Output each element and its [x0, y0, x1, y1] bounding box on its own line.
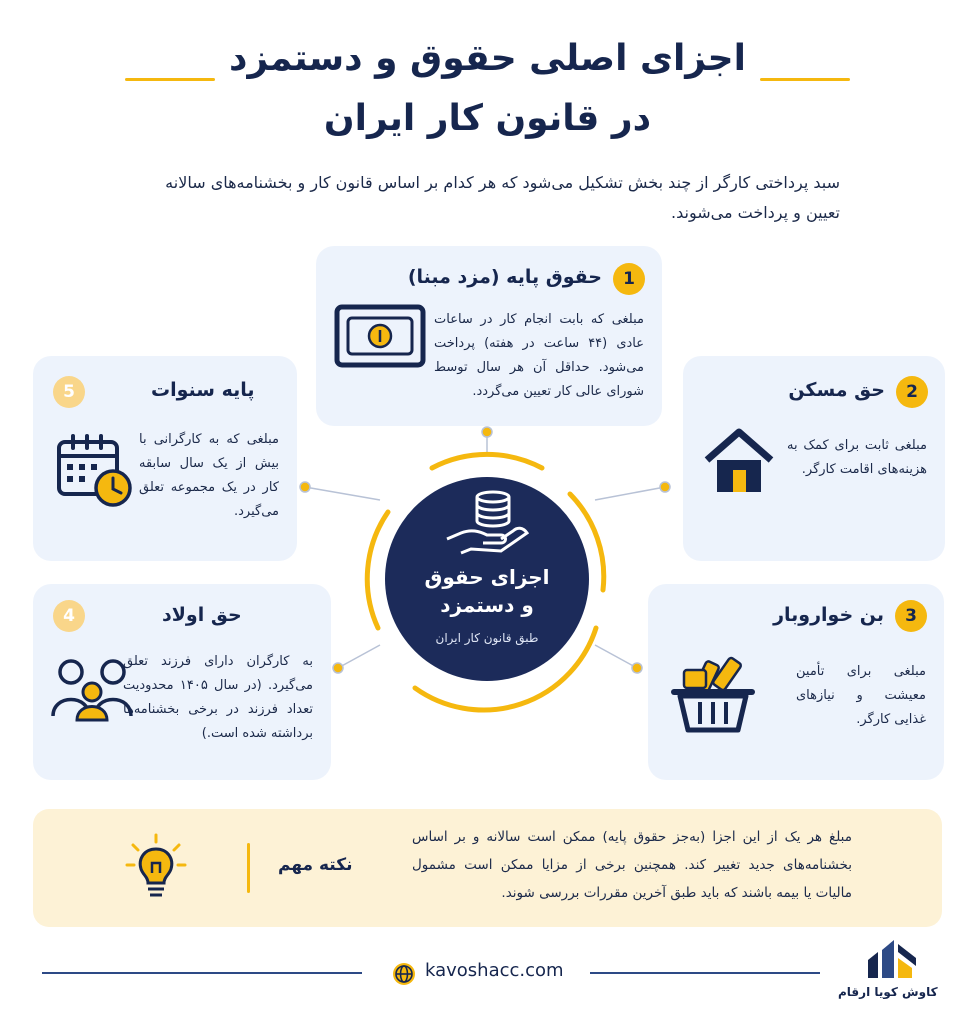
coins-hand-icon	[443, 489, 531, 561]
grocery-basket-icon	[670, 654, 756, 736]
card-base-salary	[316, 246, 662, 426]
footer-rule-left	[42, 972, 362, 974]
card-number-1: 1	[613, 263, 645, 295]
card-title-child-allowance: حق اولاد	[162, 604, 242, 626]
banknote-icon	[334, 304, 430, 372]
lightbulb-icon	[125, 833, 187, 903]
card-seniority	[33, 356, 297, 561]
card-number-3: 3	[895, 600, 927, 632]
note-divider	[247, 843, 250, 893]
center-subtitle: طبق قانون کار ایران	[435, 631, 539, 645]
family-icon	[49, 656, 135, 722]
card-housing	[683, 356, 945, 561]
brand-logo-icon	[866, 938, 918, 982]
center-hub	[385, 477, 589, 681]
page-title-line2: در قانون کار ایران	[323, 98, 652, 139]
website-link[interactable]: kavoshacc.com	[425, 960, 564, 981]
card-child-allowance	[33, 584, 331, 780]
house-icon	[703, 426, 775, 498]
card-number-4: 4	[53, 600, 85, 632]
card-title-groceries: بن خواروبار	[773, 604, 884, 626]
card-title-base-salary: حقوق پایه (مزد مبنا)	[407, 266, 602, 288]
card-number-2: 2	[896, 376, 928, 408]
card-text-base-salary: مبلغی که بابت انجام کار در ساعات عادی (۴۴ ساعت در هفته) پرداخت می‌شود. حداقل آن هر سال توسط شورای عالی کار تعیین می‌گردد.	[434, 312, 644, 399]
note-label: نکته مهم	[278, 855, 353, 875]
center-title-line1: اجزای حقوق	[424, 565, 550, 589]
card-groceries	[648, 584, 944, 780]
card-text-seniority: مبلغی که به کارگرانی با بیش از یک سال سابقه کار در یک مجموعه تعلق می‌گیرد.	[139, 432, 279, 519]
card-number-5: 5	[53, 376, 85, 408]
center-title-line2: و دستمزد	[440, 593, 534, 617]
card-title-seniority: پایه سنوات	[151, 379, 255, 401]
card-text-housing: مبلغی ثابت برای کمک به هزینه‌های اقامت کارگر.	[787, 438, 927, 477]
footer-rule-right	[590, 972, 820, 974]
page-title-line1: اجزای اصلی حقوق و دستمزد	[229, 38, 746, 79]
important-note	[33, 809, 942, 927]
page-subtitle: سبد پرداختی کارگر از چند بخش تشکیل می‌شود که هر کدام بر اساس قانون کار و بخشنامه‌های سالانه تعیین و پرداخت می‌شوند.	[165, 173, 840, 222]
note-text: مبلغ هر یک از این اجزا (به‌جز حقوق پایه) ممکن است سالانه و بر اساس بخشنامه‌های جدید تغییر کند. همچنین برخی از مزایا ممکن است مشمول مالیات یا بیمه باشند که باید طبق آخرین مقررات بررسی شوند.	[412, 829, 852, 901]
card-title-housing: حق مسکن	[788, 379, 885, 401]
brand-name: کاوش کویا ارقام	[838, 985, 938, 999]
calendar-clock-icon	[55, 432, 135, 510]
globe-icon	[392, 962, 416, 986]
card-text-child-allowance: به کارگران دارای فرزند تعلق می‌گیرد. (در سال ۱۴۰۵ محدودیت تعداد فرزند در برخی بخشنامه‌ها برداشته شده است.)	[123, 654, 313, 741]
card-text-groceries: مبلغی برای تأمین معیشت و نیازهای غذایی کارگر.	[796, 664, 926, 727]
